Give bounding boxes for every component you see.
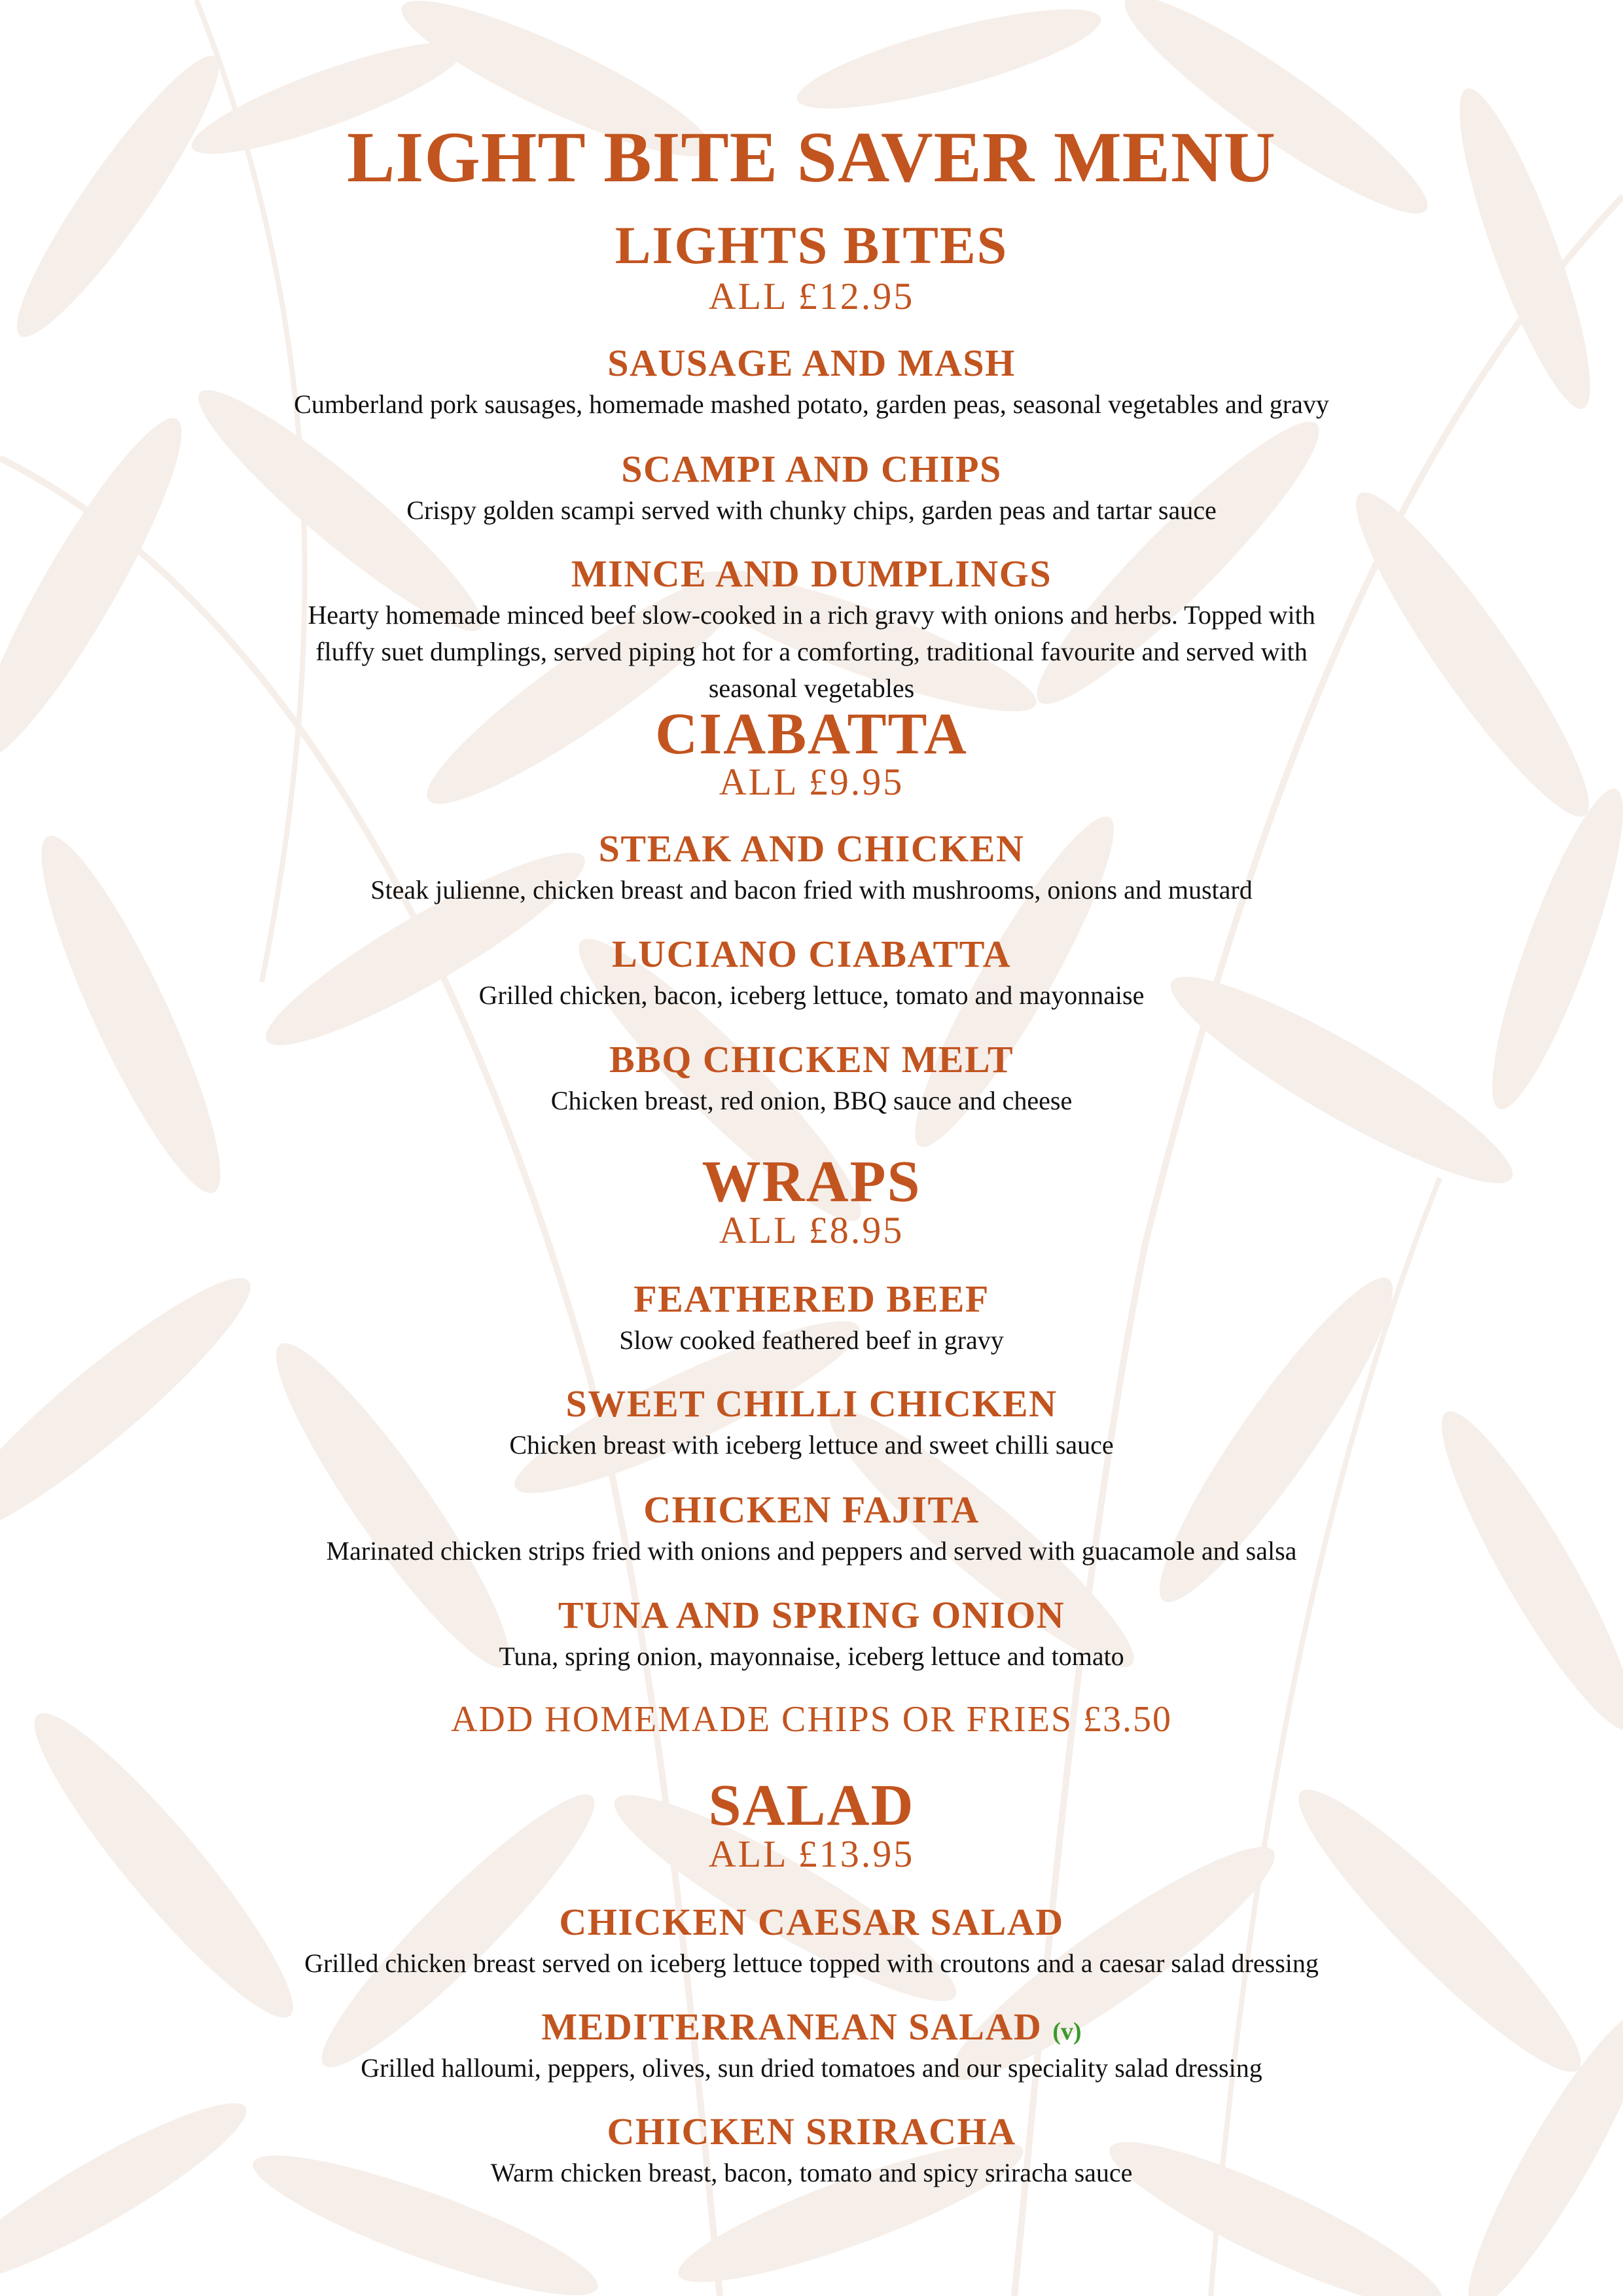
- item-name-mediterranean-salad: [0, 2004, 1623, 2054]
- item-desc-luciano-ciabatta: Grilled chicken, bacon, iceberg lettuce, tomato and mayonnaise: [478, 980, 1145, 1010]
- item-name-tuna-and-spring-onion: TUNA AND SPRING ONION: [558, 1594, 1065, 1636]
- item-name-feathered-beef: FEATHERED BEEF: [633, 1278, 990, 1320]
- item-desc-chicken-fajita: Marinated chicken strips fried with onions and peppers and served with guacamole and salsa: [326, 1536, 1297, 1566]
- item-desc-feathered-beef: Slow cooked feathered beef in gravy: [619, 1325, 1004, 1355]
- item-name-luciano-ciabatta: LUCIANO CIABATTA: [612, 933, 1011, 975]
- section-price-ciabatta: ALL £9.95: [719, 761, 904, 803]
- item-desc-chicken-sriracha: Warm chicken breast, bacon, tomato and spicy sriracha sauce: [490, 2158, 1133, 2187]
- item-desc-tuna-and-spring-onion: Tuna, spring onion, mayonnaise, iceberg lettuce and tomato: [499, 1641, 1124, 1671]
- item-name-chicken-sriracha: CHICKEN SRIRACHA: [607, 2110, 1016, 2153]
- section-title-salad: SALAD: [708, 1773, 915, 1838]
- item-name-chicken-fajita: CHICKEN FAJITA: [643, 1488, 980, 1531]
- item-name-mince-and-dumplings: MINCE AND DUMPLINGS: [571, 552, 1052, 595]
- item-desc-sausage-and-mash: Cumberland pork sausages, homemade mashed potato, garden peas, seasonal vegetables and gravy: [294, 389, 1329, 419]
- item-desc-steak-and-chicken: Steak julienne, chicken breast and bacon fried with mushrooms, onions and mustard: [370, 875, 1253, 905]
- section-price-wraps: ALL £8.95: [719, 1209, 904, 1251]
- add-on-chips-or-fries: ADD HOMEMADE CHIPS OR FRIES £3.50: [450, 1699, 1173, 1740]
- item-name-scampi-and-chips: SCAMPI AND CHIPS: [621, 448, 1002, 490]
- section-title-light-bites: LIGHTS BITES: [615, 215, 1008, 275]
- item-desc-sweet-chilli-chicken: Chicken breast with iceberg lettuce and sweet chilli sauce: [509, 1430, 1114, 1460]
- section-price-light-bites: ALL £12.95: [708, 275, 915, 317]
- item-name-chicken-caesar-salad: CHICKEN CAESAR SALAD: [559, 1901, 1064, 1943]
- section-title-ciabatta: CIABATTA: [655, 702, 968, 766]
- section-price-salad: ALL £13.95: [708, 1833, 915, 1875]
- vegetarian-badge: (v): [1052, 2018, 1082, 2045]
- item-name-steak-and-chicken: STEAK AND CHICKEN: [598, 827, 1025, 870]
- item-desc-chicken-caesar-salad: Grilled chicken breast served on iceberg lettuce topped with croutons and a caesar salad dressing: [304, 1948, 1319, 1978]
- item-name-mediterranean-salad-label: MEDITERRANEAN SALAD: [541, 2005, 1043, 2048]
- item-desc-scampi-and-chips: Crispy golden scampi served with chunky chips, garden peas and tartar sauce: [406, 495, 1217, 525]
- item-name-bbq-chicken-melt: BBQ CHICKEN MELT: [609, 1038, 1014, 1081]
- item-desc-mince-and-dumplings: Hearty homemade minced beef slow-cooked in a rich gravy with onions and herbs. Topped with fluffy suet dumplings, served piping hot for a comforting, traditional favourite and served with seasonal vegetables: [308, 600, 1315, 703]
- item-desc-mediterranean-salad: Grilled halloumi, peppers, olives, sun dried tomatoes and our speciality salad dressing: [361, 2053, 1262, 2083]
- menu-title: LIGHT BITE SAVER MENU: [347, 117, 1276, 197]
- item-desc-bbq-chicken-melt: Chicken breast, red onion, BBQ sauce and cheese: [550, 1086, 1073, 1115]
- item-name-sweet-chilli-chicken: SWEET CHILLI CHICKEN: [565, 1382, 1058, 1425]
- section-title-wraps: WRAPS: [702, 1149, 921, 1214]
- item-name-sausage-and-mash: SAUSAGE AND MASH: [607, 342, 1016, 384]
